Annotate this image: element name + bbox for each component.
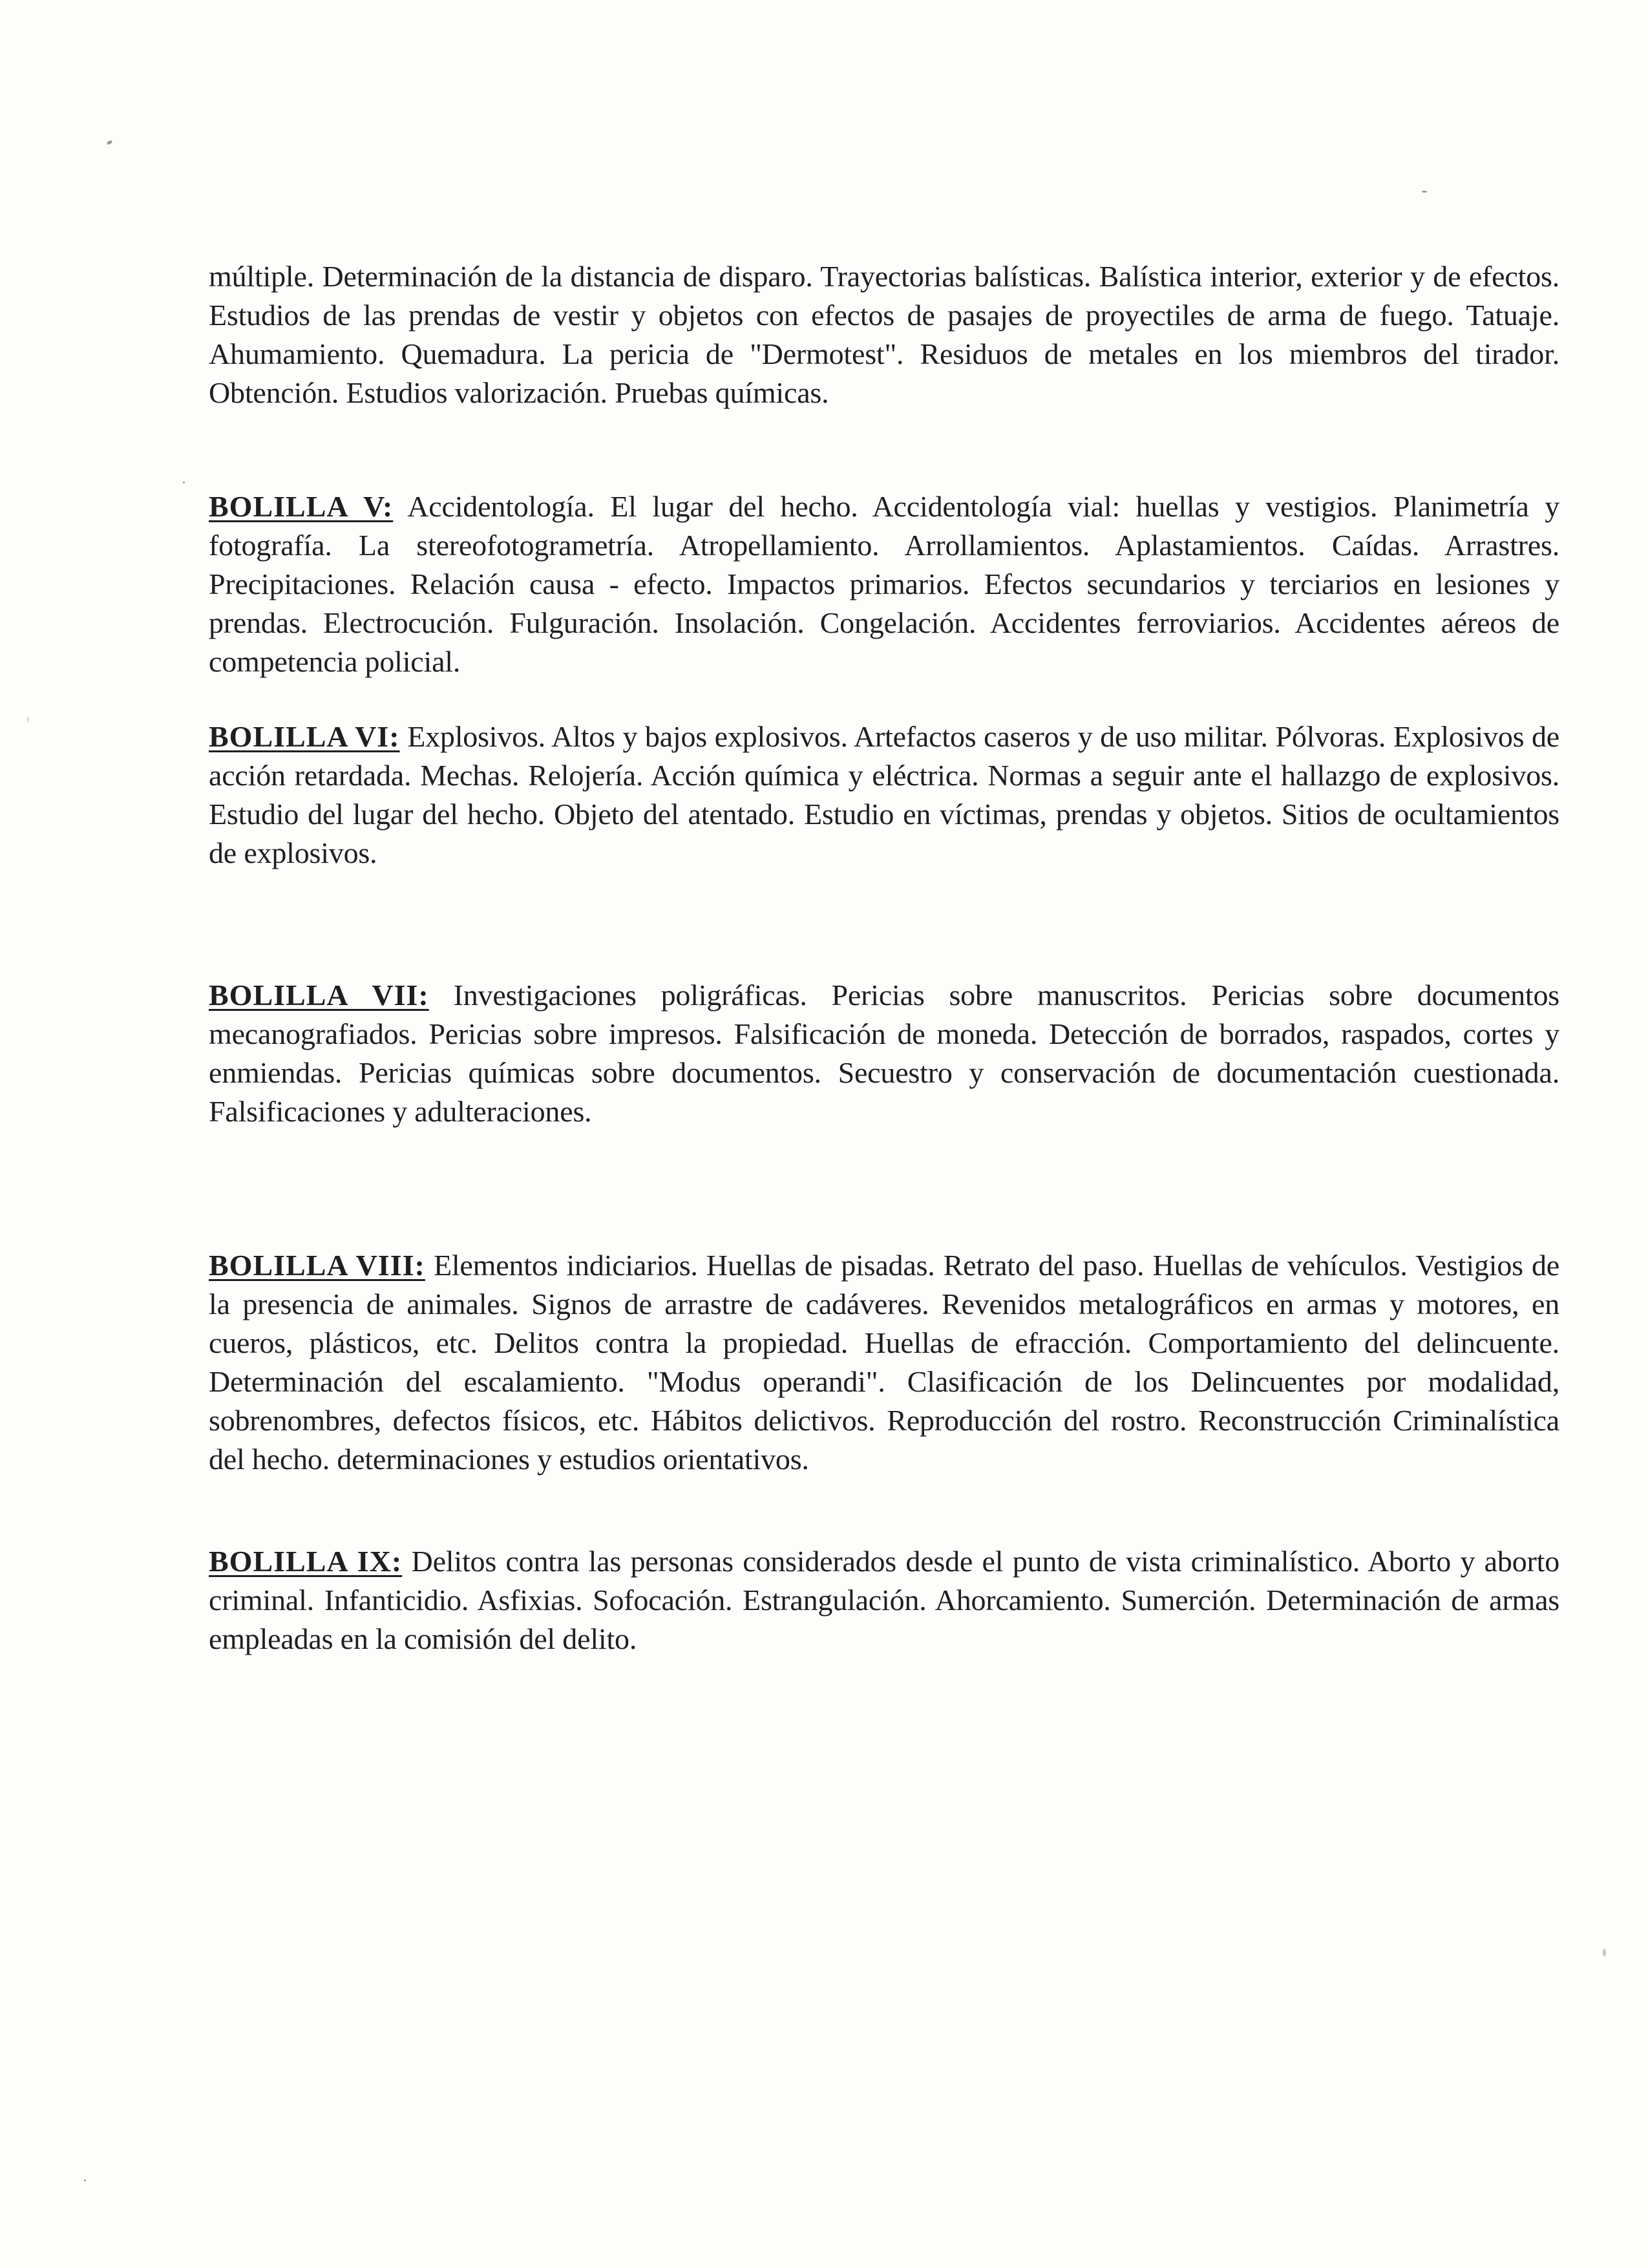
scan-speck [183,482,185,483]
paragraph-text: múltiple. Determinación de la distancia de disparo. Trayectorias balísticas. Balística interior, exterior y de efectos. Estudios de las prendas de vestir y objetos con efectos de pasajes de proyectiles de arma de fuego. Tatuaje. Ahumamiento. Quemadura. La pericia de "Dermotest". Residuos de metales en los miembros del tirador. Obtención. Estudios valorización. Pruebas químicas. [209,260,1559,409]
section-bolilla-vii [209,976,1559,1131]
scan-speck [106,140,112,145]
section-text: Investigaciones poligráficas. Pericias sobre manuscritos. Pericias sobre documentos mecanografiados. Pericias sobre impresos. Falsificación de moneda. Detección de borrados, raspados, cortes y enmiendas. Pericias químicas sobre documentos. Secuestro y conservación de documentación cuestionada. Falsificaciones y adulteraciones. [209,979,1559,1128]
section-heading: BOLILLA VI: [209,720,400,753]
section-bolilla-ix [209,1542,1559,1659]
section-text: Elementos indiciarios. Huellas de pisadas. Retrato del paso. Huellas de vehículos. Vestigios de la presencia de animales. Signos de arrastre de cadáveres. Revenidos metalográficos en armas y motores, en cueros, plásticos, etc. Delitos contra la propiedad. Huellas de efracción. Comportamiento del delincuente. Determinación del escalamiento. "Modus operandi". Clasificación de los Delincuentes por modalidad, sobrenombres, defectos físicos, etc. Hábitos delictivos. Reproducción del rostro. Reconstrucción Criminalística del hecho. determinaciones y estudios orientativos. [209,1249,1559,1476]
section-heading: BOLILLA IX: [209,1545,403,1578]
scan-speck [1603,1949,1606,1956]
scan-speck [84,2179,86,2181]
section-text: Explosivos. Altos y bajos explosivos. Artefactos caseros y de uso militar. Pólvoras. Explosivos de acción retardada. Mechas. Relojería. Acción química y eléctrica. Normas a seguir ante el hallazgo de explosivos. Estudio del lugar del hecho. Objeto del atentado. Estudio en víctimas, prendas y objetos. Sitios de ocultamientos de explosivos. [209,720,1559,869]
section-heading: BOLILLA VIII: [209,1249,425,1282]
continuation-paragraph [209,257,1559,412]
section-bolilla-viii [209,1246,1559,1479]
section-text: Accidentología. El lugar del hecho. Accidentología vial: huellas y vestigios. Planimetría y fotografía. La stereofotogrametría. Atropellamiento. Arrollamientos. Aplastamientos. Caídas. Arrastres. Precipitaciones. Relación causa - efecto. Impactos primarios. Efectos secundarios y terciarios en lesiones y prendas. Electrocución. Fulguración. Insolación. Congelación. Accidentes ferroviarios. Accidentes aéreos de competencia policial. [209,490,1559,678]
scan-speck [1422,191,1427,193]
section-bolilla-vi [209,717,1559,873]
section-heading: BOLILLA V: [209,490,394,523]
scan-speck [27,716,29,723]
section-bolilla-v [209,487,1559,681]
section-text: Delitos contra las personas considerados desde el punto de vista criminalístico. Aborto y aborto criminal. Infanticidio. Asfixias. Sofocación. Estrangulación. Ahorcamiento. Sumerción. Determinación de armas empleadas en la comisión del delito. [209,1545,1559,1655]
section-heading: BOLILLA VII: [209,979,429,1012]
